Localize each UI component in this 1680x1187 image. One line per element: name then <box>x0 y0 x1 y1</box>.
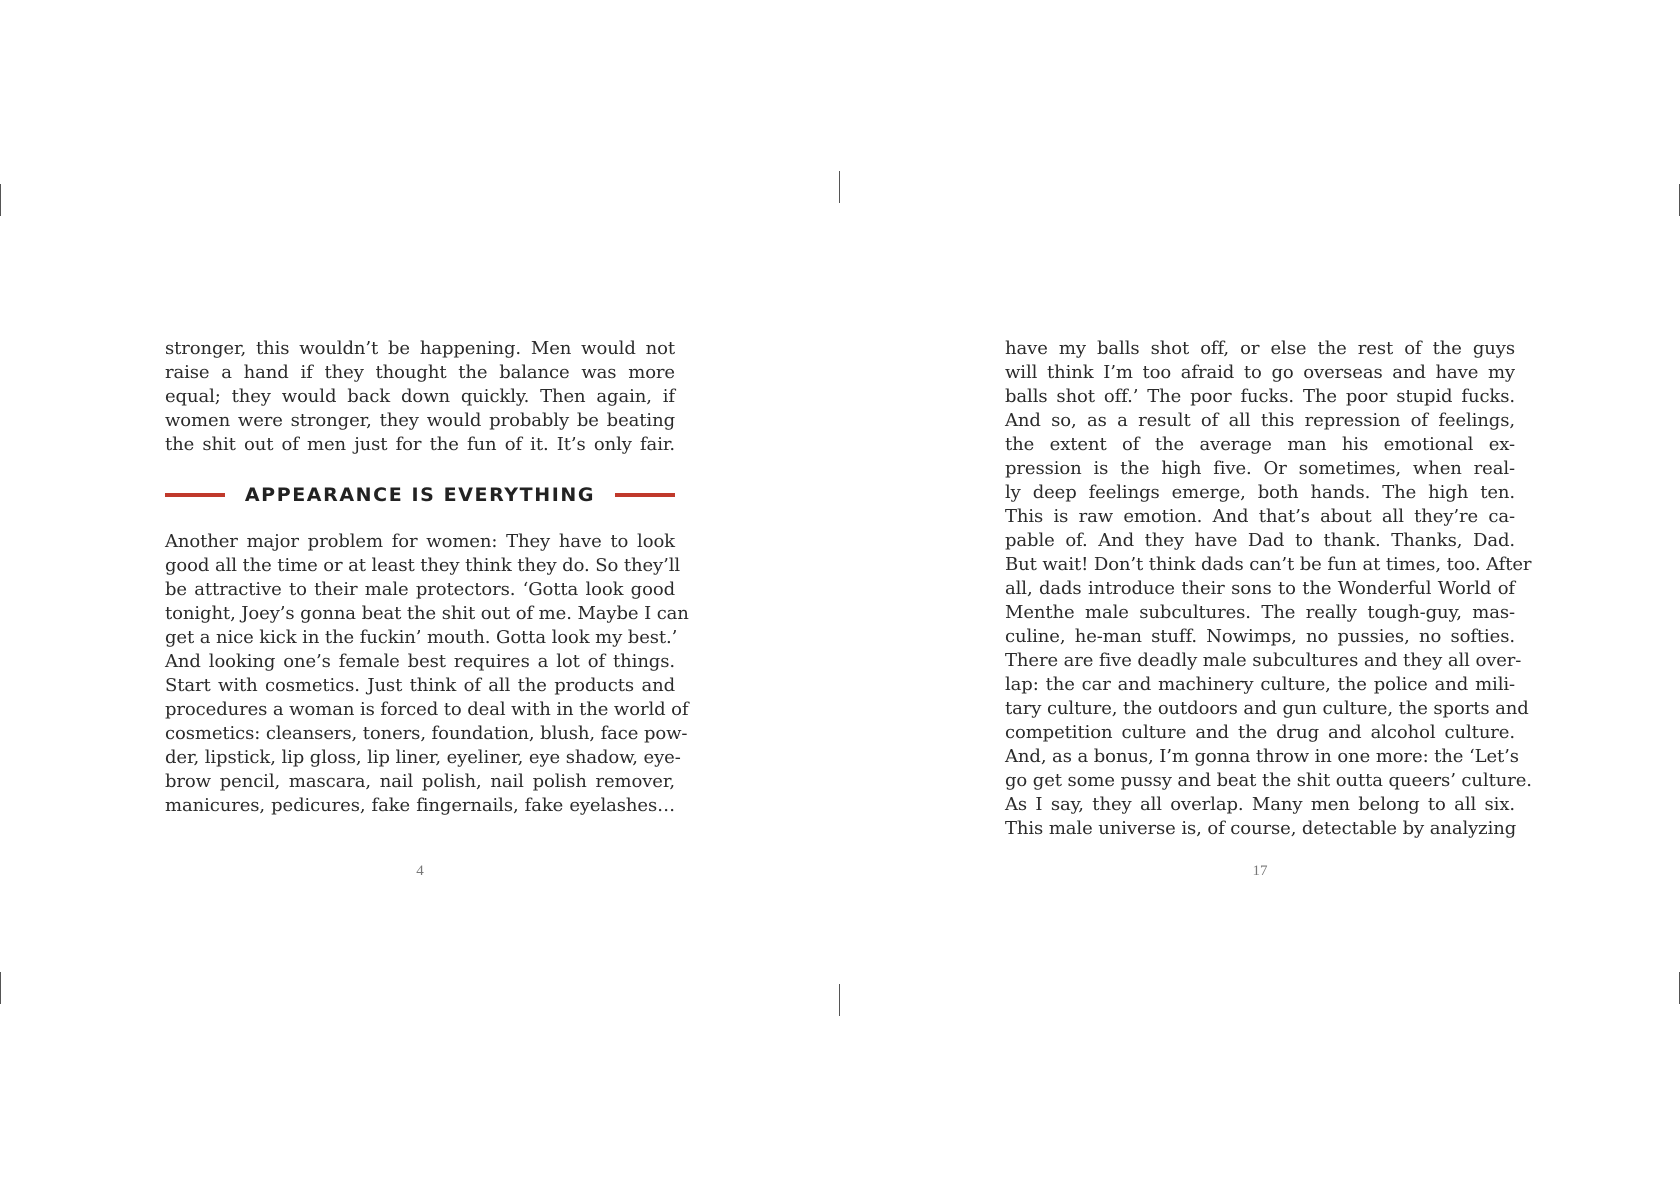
text-line: Start with cosmetics. Just think of all the products and <box>165 675 675 696</box>
text-line: procedures a woman is forced to deal with in the world of <box>165 699 689 720</box>
text-line: manicures, pedicures, fake fingernails, fake eyelashes… <box>165 795 675 816</box>
text-line: And looking one’s female best requires a lot of things. <box>165 651 675 672</box>
text-line: balls shot off.’ The poor fucks. The poor stupid fucks. <box>1005 386 1515 407</box>
text-line: tary culture, the outdoors and gun culture, the sports and <box>1005 698 1529 719</box>
text-line: pression is the high five. Or sometimes, when real- <box>1005 458 1515 479</box>
text-line: brow pencil, mascara, nail polish, nail polish remover, <box>165 771 675 792</box>
text-line: And, as a bonus, I’m gonna throw in one more: the ‘Let’s <box>1005 746 1519 767</box>
text-line: pable of. And they have Dad to thank. Thanks, Dad. <box>1005 530 1515 551</box>
page-number-right: 17 <box>1252 863 1268 879</box>
text-line: go get some pussy and beat the shit outta queers’ culture. <box>1005 770 1532 791</box>
heading-rule-left <box>165 493 225 497</box>
text-line: As I say, they all overlap. Many men belong to all six. <box>1005 794 1515 815</box>
text-line: This male universe is, of course, detectable by analyzing <box>1005 818 1517 839</box>
text-line: There are five deadly male subcultures and they all over- <box>1005 650 1522 671</box>
heading-rule-right <box>615 493 675 497</box>
text-line: competition culture and the drug and alcohol culture. <box>1005 722 1515 743</box>
text-line: der, lipstick, lip gloss, lip liner, eyeliner, eye shadow, eye- <box>165 747 681 768</box>
text-line: culine, he-man stuff. Nowimps, no pussies, no softies. <box>1005 626 1515 647</box>
text-line: But wait! Don’t think dads can’t be fun at times, too. After <box>1005 554 1532 575</box>
text-line: good all the time or at least they think they do. So they’ll <box>165 555 681 576</box>
heading-title: APPEARANCE IS EVERYTHING <box>244 484 596 506</box>
text-line: women were stronger, they would probably be beating <box>165 410 675 431</box>
text-line: Menthe male subcultures. The really tough-guy, mas- <box>1005 602 1515 623</box>
text-line: the extent of the average man his emotional ex- <box>1005 434 1515 455</box>
text-line: the shit out of men just for the fun of it. It’s only fair. <box>165 434 675 455</box>
text-line: cosmetics: cleansers, toners, foundation, blush, face pow- <box>165 723 688 744</box>
text-line: This is raw emotion. And that’s about all they’re ca- <box>1005 506 1515 527</box>
text-line: all, dads introduce their sons to the Wonderful World of <box>1005 578 1515 599</box>
text-line: ly deep feelings emerge, both hands. The high ten. <box>1005 482 1515 503</box>
left-paragraph-2 <box>165 530 689 818</box>
left-paragraph-1 <box>165 337 675 457</box>
text-line: be attractive to their male protectors. ‘Gotta look good <box>165 579 675 600</box>
text-line: will think I’m too afraid to go overseas and have my <box>1005 362 1515 383</box>
text-line: have my balls shot off, or else the rest of the guys <box>1005 338 1515 359</box>
text-line: stronger, this wouldn’t be happening. Men would not <box>165 338 675 359</box>
text-line: tonight, Joey’s gonna beat the shit out of me. Maybe I can <box>165 603 689 624</box>
text-line: And so, as a result of all this repression of feelings, <box>1005 410 1515 431</box>
page-number-left: 4 <box>416 863 424 879</box>
section-heading <box>165 482 675 508</box>
right-paragraph-1 <box>1005 337 1532 841</box>
text-line: Another major problem for women: They have to look <box>165 531 675 552</box>
text-line: equal; they would back down quickly. Then again, if <box>165 386 675 407</box>
text-line: lap: the car and machinery culture, the police and mili- <box>1005 674 1515 695</box>
right-page <box>840 0 1680 1187</box>
text-line: raise a hand if they thought the balance was more <box>165 362 675 383</box>
text-line: get a nice kick in the fuckin’ mouth. Gotta look my best.’ <box>165 627 678 648</box>
